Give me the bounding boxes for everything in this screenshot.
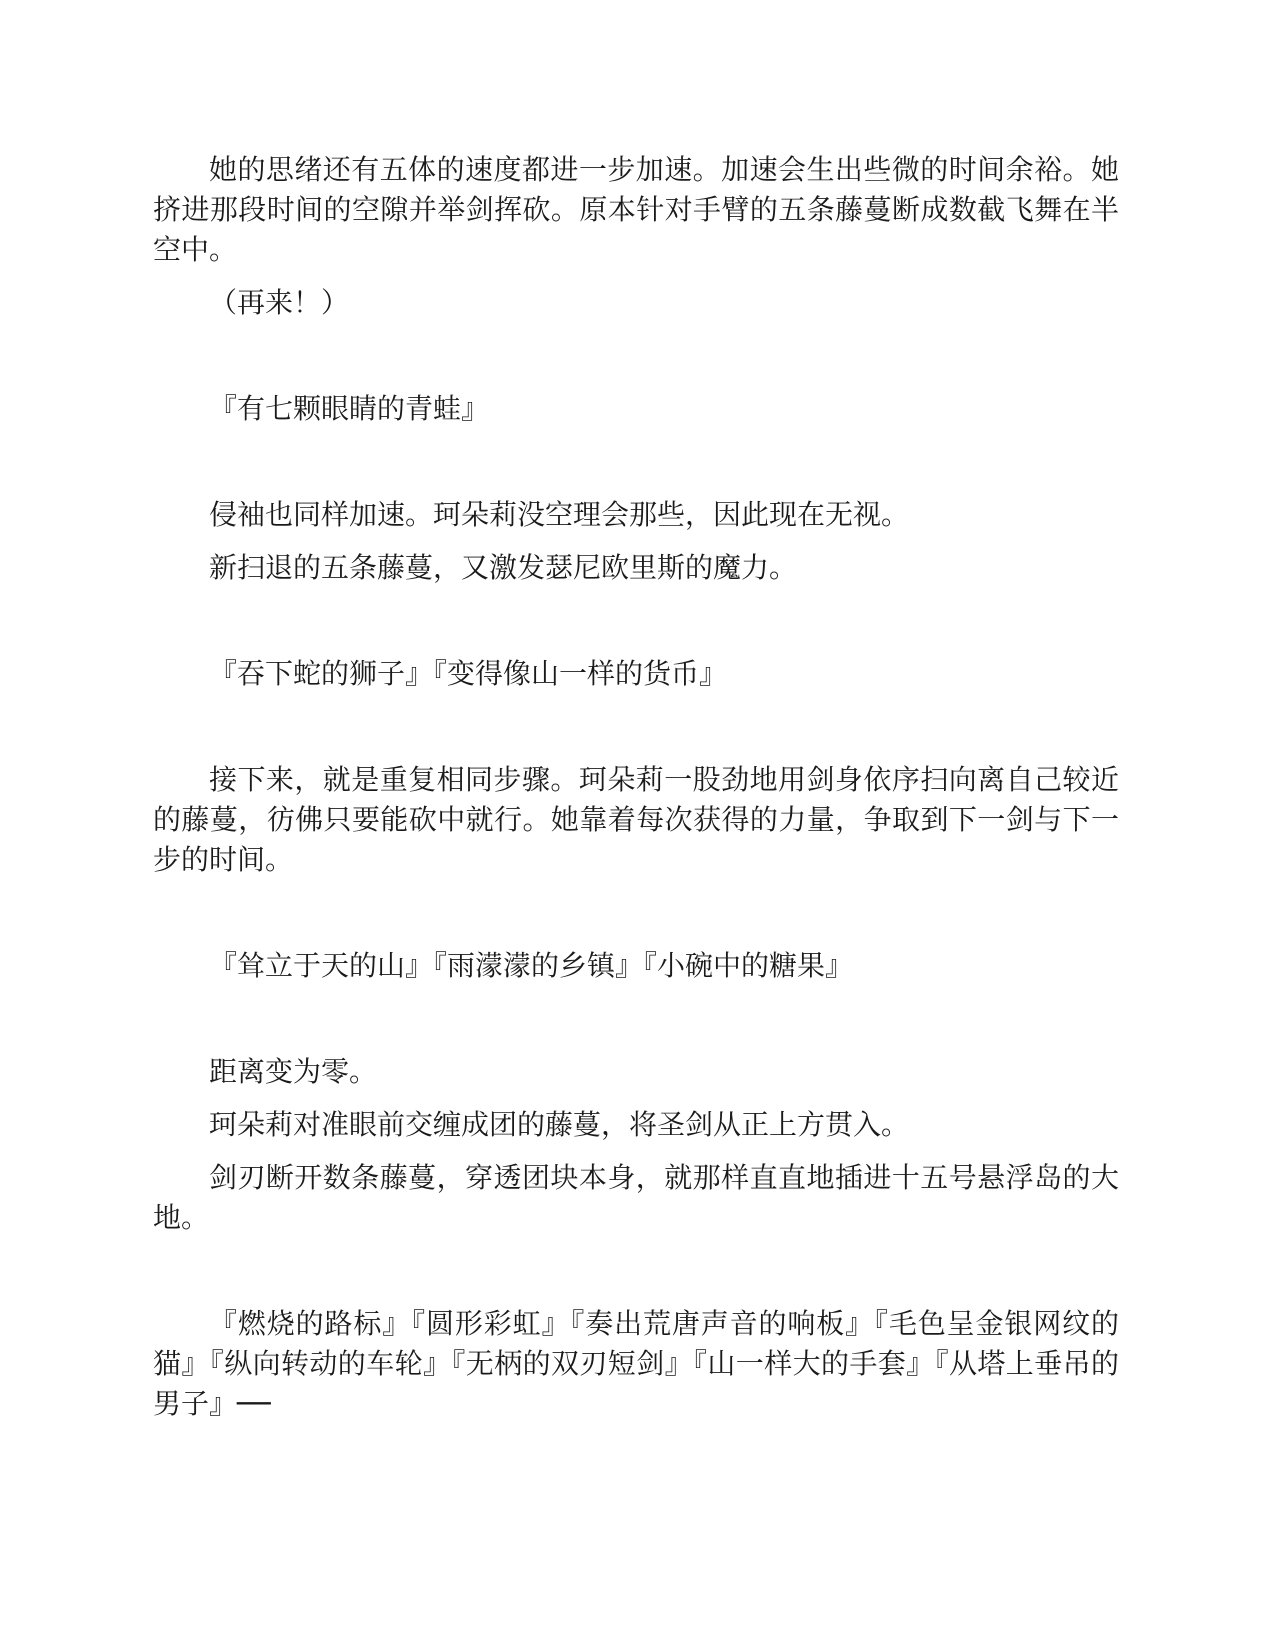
paragraph: 新扫退的五条藤蔓，又激发瑟尼欧里斯的魔力。 xyxy=(209,551,798,584)
paragraph: 侵袖也同样加速。珂朵莉没空理会那些，因此现在无视。 xyxy=(209,498,910,531)
paragraph: 剑刃断开数条藤蔓，穿透团块本身，就那样直直地插进十五号悬浮岛的大地。 xyxy=(153,1161,1119,1234)
paragraph: （再来！） xyxy=(209,286,350,319)
paragraph: 『燃烧的路标』『圆形彩虹』『奏出荒唐声音的响板』『毛色呈金银网纹的猫』『纵向转动的车轮』『无柄的双刃短剑』『山一样大的手套』『从塔上垂吊的男子』── xyxy=(153,1307,1119,1420)
paragraph: 她的思绪还有五体的速度都进一步加速。加速会生出些微的时间余裕。她挤进那段时间的空隙并举剑挥砍。原本针对手臂的五条藤蔓断成数截飞舞在半空中。 xyxy=(153,153,1119,266)
document-body xyxy=(153,150,1119,1424)
paragraph: 『有七颗眼睛的青蛙』 xyxy=(209,392,490,425)
paragraph: 『耸立于天的山』『雨濛濛的乡镇』『小碗中的糖果』 xyxy=(209,949,854,982)
paragraph: 接下来，就是重复相同步骤。珂朵莉一股劲地用剑身依序扫向离自己较近的藤蔓，彷佛只要能砍中就行。她靠着每次获得的力量，争取到下一剑与下一步的时间。 xyxy=(153,763,1119,876)
paragraph: 珂朵莉对准眼前交缠成团的藤蔓，将圣剑从正上方贯入。 xyxy=(209,1108,910,1141)
paragraph: 距离变为零。 xyxy=(209,1055,378,1088)
paragraph: 『吞下蛇的狮子』『变得像山一样的货币』 xyxy=(209,657,728,690)
